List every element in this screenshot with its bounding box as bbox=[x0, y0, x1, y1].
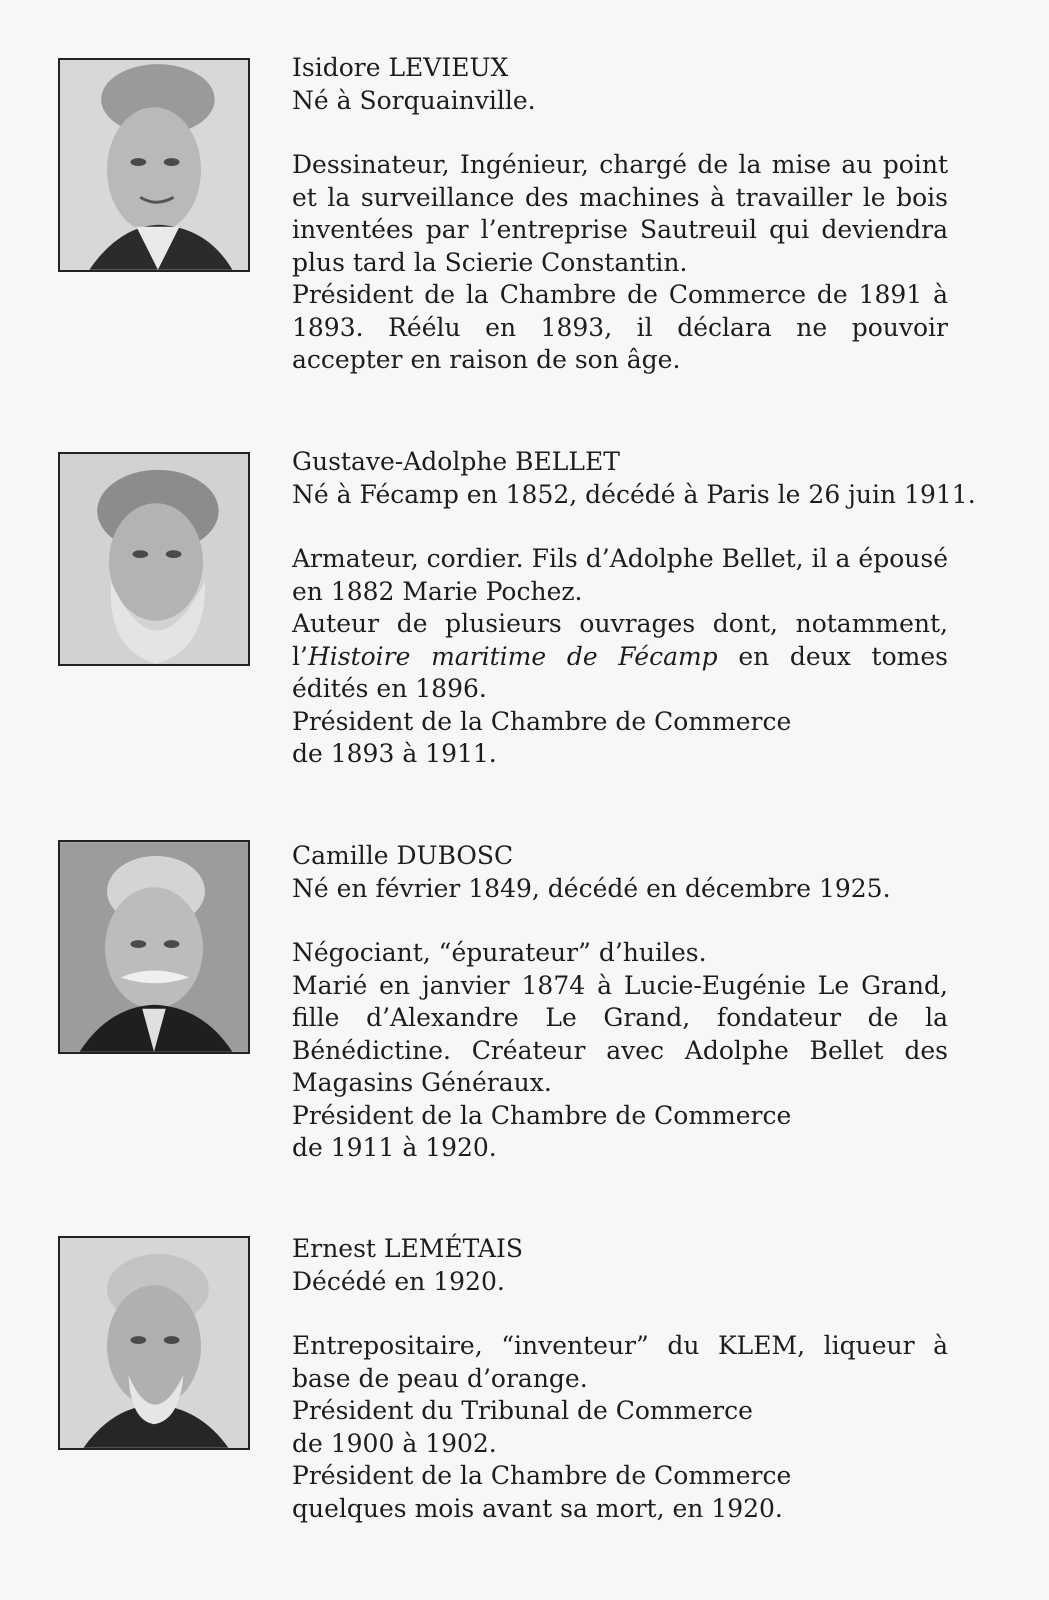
portrait-photo bbox=[58, 58, 250, 272]
person-life: Né en février 1849, décédé en décembre 1925. bbox=[292, 873, 891, 903]
person-role: Président de la Chambre de Commerce de 1891 à 1893. Réélu en 1893, il déclara ne pouvoir accepter en raison de son âge. bbox=[292, 280, 948, 374]
person-name: Isidore LEVIEUX bbox=[292, 53, 509, 82]
person-role1-line1: Président du Tribunal de Commerce bbox=[292, 1396, 753, 1425]
person-role1-line2: de 1900 à 1902. bbox=[292, 1428, 497, 1458]
works-detail: en deux tomes édités en 1896. bbox=[292, 641, 948, 703]
person-life: Décédé en 1920. bbox=[292, 1266, 505, 1296]
person-role-line1: Président de la Chambre de Commerce bbox=[292, 1100, 792, 1130]
portrait-photo bbox=[58, 452, 250, 666]
person-name: Camille DUBOSC bbox=[292, 841, 514, 870]
person-role2-line1: Président de la Chambre de Commerce bbox=[292, 1461, 792, 1490]
person-role-line2: de 1893 à 1911. bbox=[292, 739, 497, 768]
person-name: Ernest LEMÉTAIS bbox=[292, 1234, 523, 1263]
entry-text bbox=[292, 446, 976, 771]
person-works bbox=[292, 608, 948, 706]
entry-text bbox=[292, 52, 948, 377]
person-name: Gustave-Adolphe BELLET bbox=[292, 447, 620, 476]
person-bio: Négociant, “épurateur” d’huiles. bbox=[292, 938, 707, 967]
entry-text bbox=[292, 840, 948, 1165]
portrait-photo bbox=[58, 1236, 250, 1450]
works-title: Histoire maritime de Fécamp bbox=[307, 641, 718, 671]
entry-text bbox=[292, 1233, 948, 1525]
portrait-photo bbox=[58, 840, 250, 1054]
person-bio: Armateur, cordier. Fils d’Adolphe Bellet, il a épousé en 1882 Marie Pochez. bbox=[292, 544, 948, 606]
person-bio: Entrepositaire, “inventeur” du KLEM, liqueur à base de peau d’orange. bbox=[292, 1331, 948, 1393]
person-bio: Dessinateur, Ingénieur, chargé de la mise au point et la surveillance des machines à travailler le bois inventées par l’entreprise Sautreuil qui deviendra plus tard la Scierie Constantin. bbox=[292, 150, 948, 277]
person-family: Marié en janvier 1874 à Lucie-Eugénie Le Grand, fille d’Alexandre Le Grand, fondateur de la Bénédictine. Créateur avec Adolphe Bellet des Magasins Généraux. bbox=[292, 970, 948, 1097]
person-life: Né à Fécamp en 1852, décédé à Paris le 26 juin 1911. bbox=[292, 479, 976, 509]
works-intro: Auteur de plusieurs ouvrages dont, notamment, l’ bbox=[292, 609, 948, 671]
person-role-line2: de 1911 à 1920. bbox=[292, 1133, 497, 1162]
person-life: Né à Sorquainville. bbox=[292, 85, 536, 115]
person-role2-line2: quelques mois avant sa mort, en 1920. bbox=[292, 1493, 783, 1523]
person-role-line1: Président de la Chambre de Commerce bbox=[292, 706, 792, 736]
